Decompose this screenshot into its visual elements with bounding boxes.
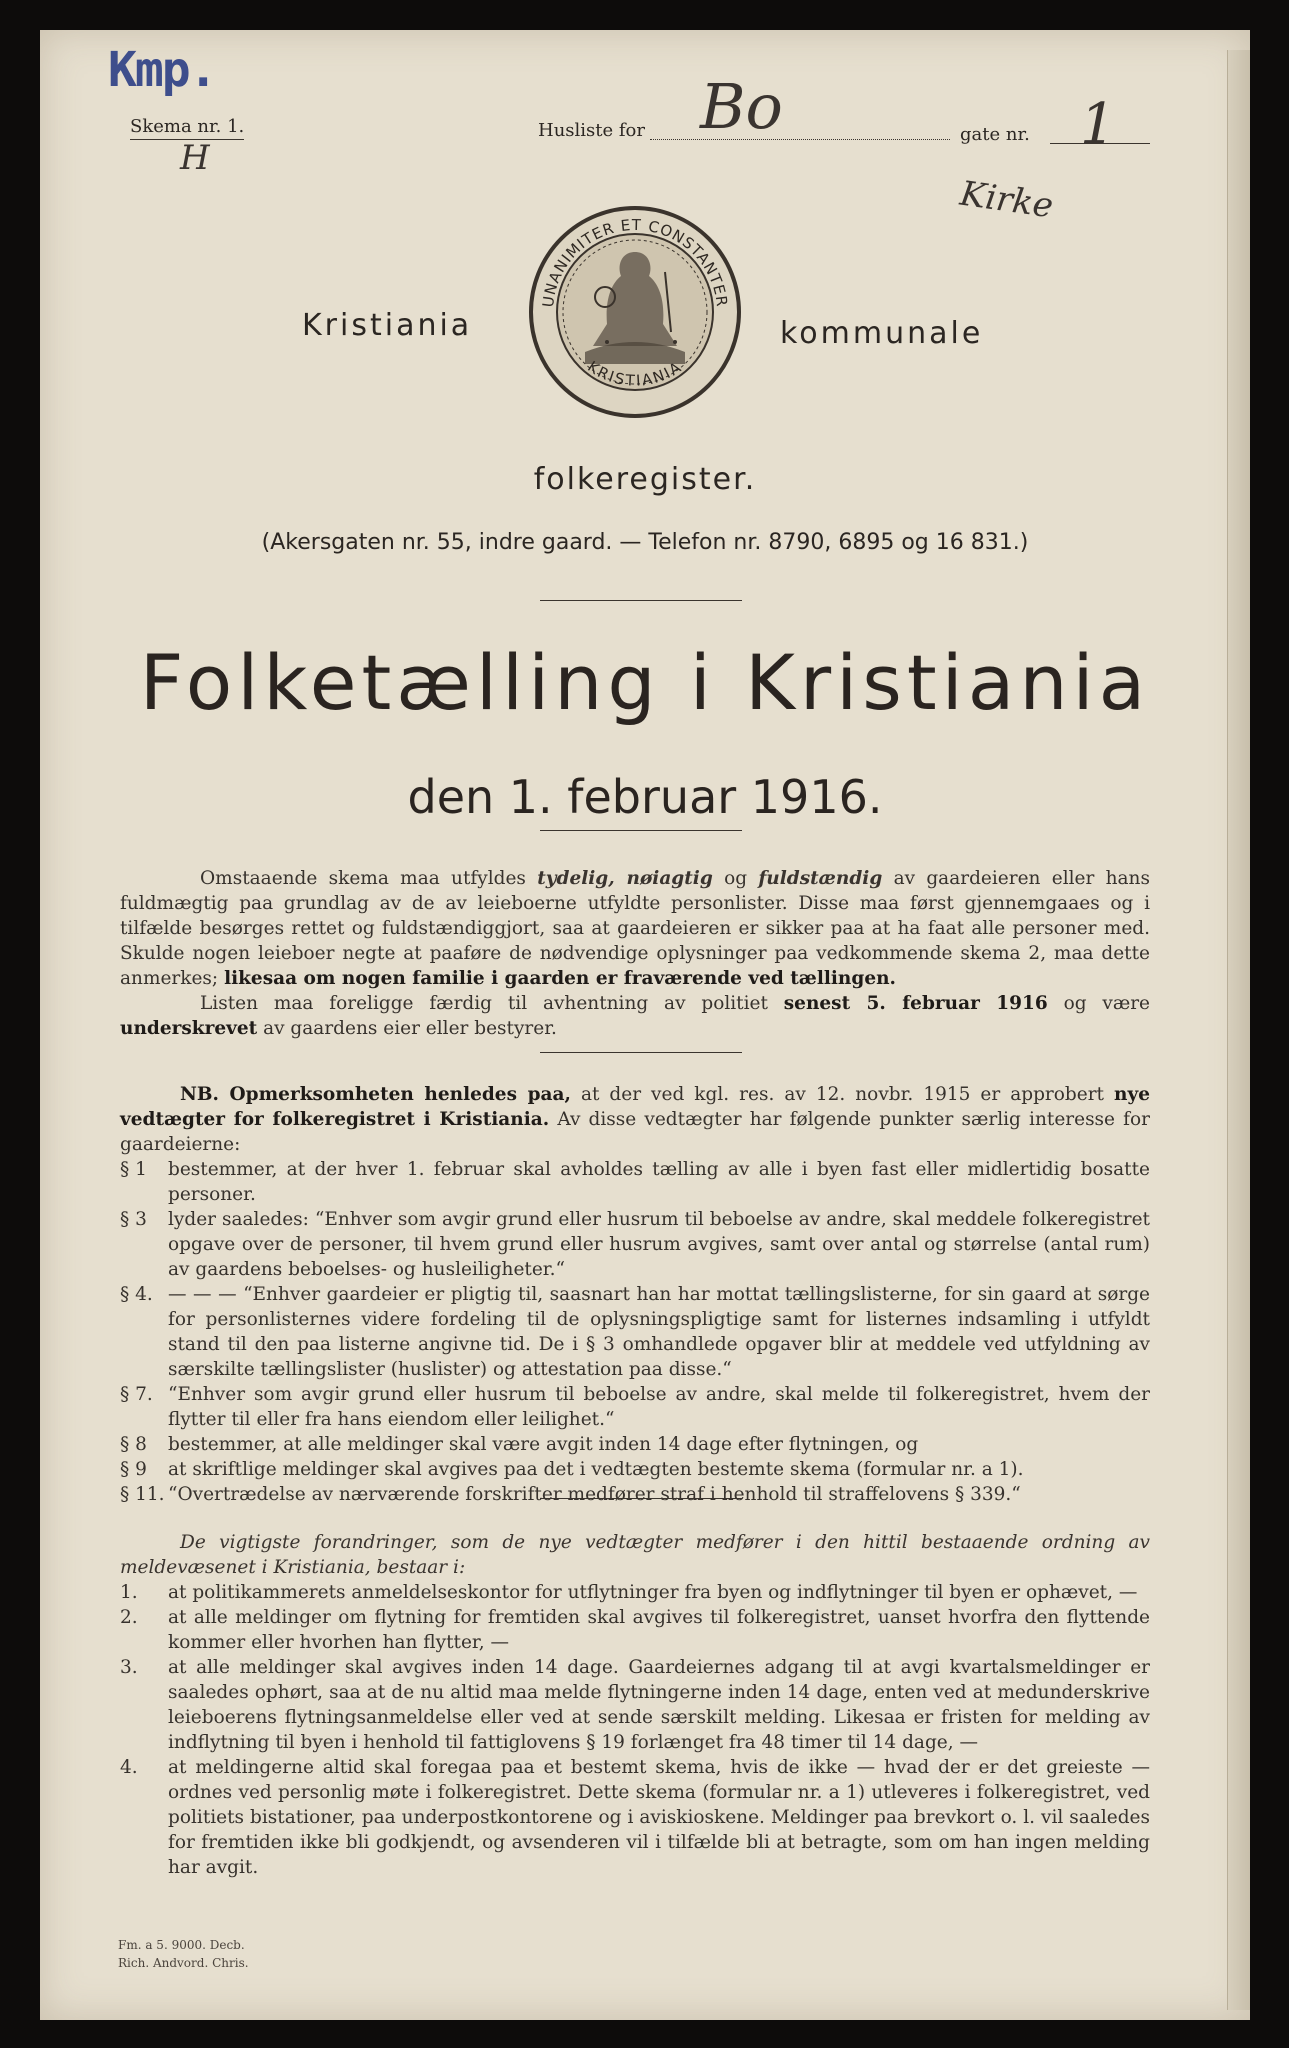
intro-deadline: senest 5. februar 1916	[783, 993, 1048, 1014]
divider	[540, 1498, 742, 1499]
husliste-field-line	[650, 138, 950, 140]
nb-item-text: “Overtrædelse av nærværende forskrifter medfører straf i henhold til straffelovens § 339.“	[168, 1484, 1021, 1505]
intro-text: og	[724, 868, 748, 889]
paragraph-number: § 7.	[120, 1384, 153, 1405]
nb-item-text: lyder saaledes: “Enhver som avgir grund eller husrum til beboelse av andre, skal meddele folkeregistret opgave over de personer, til hvem grund eller husrum avgives, samt over antal og størrelse (antal rum) av gaardens beboelses- og husleiligheter.“	[168, 1209, 1150, 1280]
changes-item-text: at meldingerne altid skal foregaa paa et bestemt skema, hvis de ikke — hvad der er det greieste — ordnes ved personlig møte i folkeregistret. Dette skema (formular nr. a 1) utleveres i folkeregistret, ved politiets bistationer, paa underpostkontorene og i aviskioskene. Meldinger paa brevkort o. l. vil saaledes for fremtiden ikke bli godkjendt, og avsenderen vil i tilfælde bli at betragte, som om han ingen melding har avgit.	[168, 1757, 1150, 1878]
nb-item	[120, 1382, 1150, 1432]
nb-item-text: at skriftlige meldinger skal avgives paa det i vedtægten bestemte skema (formular nr. a 1).	[168, 1459, 1024, 1480]
document-subtitle: den 1. februar 1916.	[407, 770, 883, 824]
intro-text: av gaardeieren eller hans fuldmægtig paa grundlag av de av leieboerne utfyldte personlister. Disse maa først gjennemgaaes og i tilfælde besørges rettet og fuldstændiggjort, saa at gaardeieren er sikker paa at ha faat alle personer med. Skulde nogen leieboer negte at paaføre de nødvendige oplysninger paa vedkommende skema 2, maa dette anmerkes;	[120, 868, 1150, 989]
husliste-handwritten-value: Bo	[700, 70, 783, 143]
changes-item-text: at alle meldinger skal avgives inden 14 dage. Gaardeiernes adgang til at avgi kvartalsmeldinger er saaledes ophørt, saa at de nu altid maa melde flytningerne inden 14 dage, enten ved at medunderskrive leieboerens flytningsanmeldelse eller ved at sende særskilt melding. Likesaa er fristen for melding av indflytning til byen i henhold til fattiglovens § 19 forlænget fra 48 timer til 14 dage, —	[168, 1657, 1150, 1753]
handwritten-annotation: Kirke	[957, 173, 1056, 227]
item-number: 1.	[120, 1582, 138, 1603]
item-number: 2.	[120, 1607, 138, 1628]
divider	[540, 830, 742, 831]
nb-lead: NB. Opmerksomheten henledes paa,	[180, 1084, 571, 1105]
nb-text: at der ved kgl. res. av 12. novbr. 1915 er approbert	[580, 1084, 1104, 1105]
item-number: 4.	[120, 1757, 138, 1778]
nb-item-text: bestemmer, at alle meldinger skal være avgit inden 14 dage efter flytningen, og	[168, 1434, 919, 1455]
schema-handwritten-mark: H	[180, 138, 210, 178]
intro-paragraph	[120, 866, 1150, 1041]
nb-item-text: — — — “Enhver gaardeier er pligtig til, saasnart han har mottat tællingslisterne, for sin gaard at sørge for personlisternes videre fordeling til de oplysningspligtige samt for listernes indsamling i utfyldt stand til den paa listerne angivne tid. De i § 3 omhandlede opgaver blir at meddele ved utfyldning av særskilte tællingslister (huslister) og attestation paa disse.“	[168, 1284, 1150, 1380]
paragraph-number: § 4.	[120, 1284, 153, 1305]
changes-section	[120, 1530, 1150, 1880]
institution-right: kommunale	[780, 316, 984, 351]
nb-item	[120, 1482, 1150, 1507]
city-seal-icon	[525, 202, 745, 422]
schema-label: Skema nr. 1.	[130, 116, 244, 140]
intro-bold: likesaa om nogen familie i gaarden er fraværende ved tællingen.	[224, 968, 896, 989]
intro-bold: underskrevet	[120, 1018, 258, 1039]
imprint-line: Fm. a 5. 9000. Decb.	[118, 1938, 245, 1952]
document-title: Folketælling i Kristiania	[139, 638, 1151, 727]
gate-label: gate nr.	[960, 124, 1030, 145]
changes-item-text: at politikammerets anmeldelseskontor for utflytninger fra byen og indflytninger til byen er ophævet, —	[168, 1582, 1138, 1603]
institution-left: Kristiania	[302, 308, 473, 343]
husliste-label: Husliste for	[538, 120, 645, 141]
page-edge	[1227, 50, 1250, 2010]
paragraph-number: § 9	[120, 1459, 147, 1480]
nb-section	[120, 1082, 1150, 1507]
seal-text-bottom: KRISTIANIA	[584, 357, 686, 390]
changes-lead: De vigtigste forandringer, som de nye vedtægter medfører i den hittil bestaaende ordning av meldevæsenet i Kristiania, bestaar i:	[120, 1532, 1150, 1578]
paragraph-number: § 11.	[120, 1484, 165, 1505]
changes-item	[120, 1755, 1150, 1880]
paragraph-number: § 1	[120, 1159, 147, 1180]
paragraph-number: § 3	[120, 1209, 147, 1230]
changes-item-text: at alle meldinger om flytning for fremtiden skal avgives til folkeregistret, uanset hvorfra den flyttende kommer eller hvorhen han flytter, —	[168, 1607, 1150, 1653]
institution-address: (Akersgaten nr. 55, indre gaard. — Telefon nr. 8790, 6895 og 16 831.)	[261, 530, 1029, 555]
nb-item-text: “Enhver som avgir grund eller husrum til beboelse av andre, skal melde til folkeregistret, hvem der flytter til eller fra hans eiendom eller leilighet.“	[168, 1384, 1150, 1430]
changes-item	[120, 1655, 1150, 1755]
kmp-stamp: Kmp.	[108, 42, 216, 98]
intro-emphasis: fuldstændig	[758, 868, 883, 889]
changes-item	[120, 1580, 1150, 1605]
seal-text-top: UNANIMITER ET CONSTANTER	[539, 215, 731, 309]
nb-text: Av disse vedtægter har følgende punkter særlig interesse for gaardeierne:	[120, 1109, 1150, 1155]
intro-text: Omstaaende skema maa utfyldes	[200, 868, 526, 889]
nb-item-text: bestemmer, at der hver 1. februar skal avholdes tælling av alle i byen fast eller midlertidig bosatte personer.	[168, 1159, 1150, 1205]
city-seal	[525, 202, 745, 422]
divider	[540, 1052, 742, 1053]
intro-emphasis: tydelig, nøiagtig	[537, 868, 713, 889]
nb-item	[120, 1207, 1150, 1282]
intro-text: Listen maa foreligge færdig til avhentning av politiet	[200, 993, 768, 1014]
paragraph-number: § 8	[120, 1434, 147, 1455]
institution-line2: folkeregister.	[533, 462, 757, 497]
changes-item	[120, 1605, 1150, 1655]
item-number: 3.	[120, 1657, 138, 1678]
imprint-line: Rich. Andvord. Chris.	[118, 1956, 249, 1970]
gate-handwritten-value: 1	[1080, 92, 1116, 157]
nb-lead-bold: nye vedtægter for folkeregistret i Kristiania.	[120, 1084, 1150, 1130]
divider	[540, 600, 742, 601]
intro-text: og være	[1063, 993, 1151, 1014]
nb-item	[120, 1457, 1150, 1482]
intro-text: av gaardens eier eller bestyrer.	[263, 1018, 557, 1039]
document-sheet	[40, 30, 1250, 2020]
nb-item	[120, 1432, 1150, 1457]
nb-item	[120, 1282, 1150, 1382]
printer-imprint	[118, 1936, 249, 1972]
nb-item	[120, 1157, 1150, 1207]
